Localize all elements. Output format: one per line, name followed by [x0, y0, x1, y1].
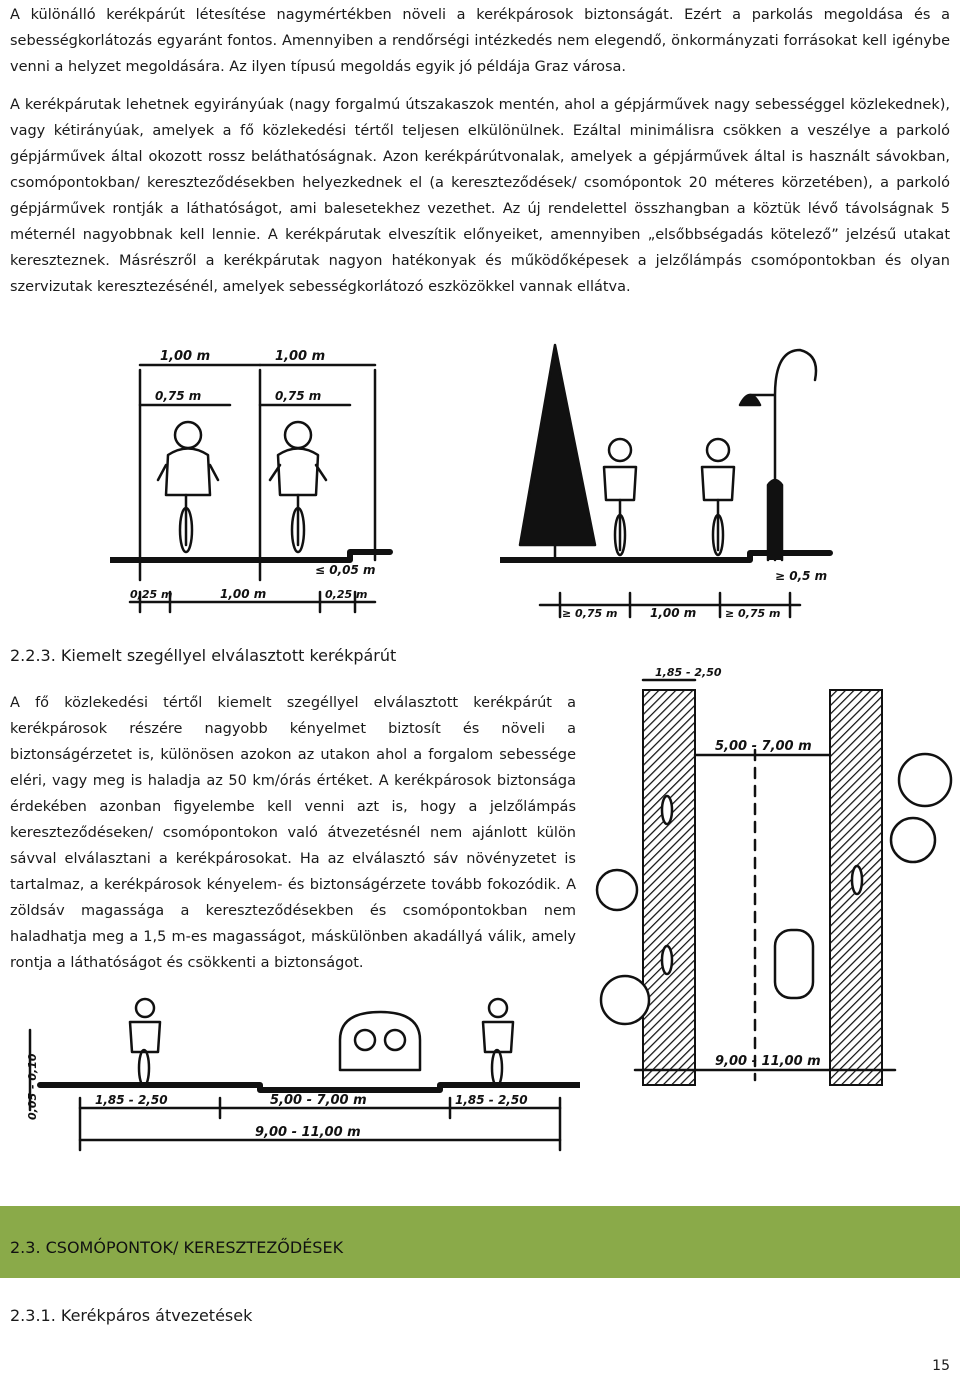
dim-lane-left: 0,75 m	[155, 389, 202, 403]
dim-verge: ≥ 0,5 m	[775, 569, 828, 583]
section-heading-2-2-3: 2.2.3. Kiemelt szegéllyel elválasztott kerékpárút	[10, 646, 397, 665]
section-band	[0, 1206, 960, 1278]
dim-bottom-mid: 1,00 m	[220, 587, 267, 601]
section-dim-mid: 5,00 - 7,00 m	[270, 1093, 367, 1108]
section-dim-left: 1,85 - 2,50	[95, 1093, 168, 1107]
plan-dim-mid: 5,00 - 7,00 m	[715, 739, 812, 754]
dim-bottom-left: 0,25 m	[130, 588, 173, 601]
dim-b-left: ≥ 0,75 m	[562, 607, 618, 620]
section-dim-total: 9,00 - 11,00 m	[255, 1125, 361, 1140]
bike-lane-types-paragraph: A kerékpárutak lehetnek egyirányúak (nagy forgalmú útszakaszok mentén, ahol a gépjárművek nagy sebességgel közlekednek), vagy kétirányúak, amelyek a fő közlekedési tértől teljesen elkülönülnek. Ezáltal minimálisra csökken a veszélye a parkoló gépjárművek által okozott rossz beláthatóságnak. Azon kerékpárútvonalak, amelyek a gépjárművek által is használt sávokban, csomópontokban/ kereszteződésekben helyezkednek el (a kereszteződések/ csomópontok 20 méteres körzetében), a parkoló gépjárművek rontják a láthatóságot, ami balesetekhez vezethet. Az új rendelettel összhangban a köztük lévő távolságnak 5 méternél nagyobbnak kell lennie. A kerékpárutak elveszítik előnyeiket, amennyiben „elsőbbségadás kötelező” jelzésű utakat kereszteznek. Másrészről a kerékpárutak nagyon hatékonyak és működőképesek a jelzőlámpás csomópontokban és olyan szervizutak keresztezésénél, amelyek sebességkorlátozó eszközökkel vannak ellátva.	[10, 97, 950, 295]
sketch-one-way-lanes	[110, 330, 400, 630]
dim-curb: ≤ 0,05 m	[315, 563, 376, 577]
page-number: 15	[932, 1358, 950, 1374]
section-heading-2-3-1: 2.3.1. Kerékpáros átvezetések	[10, 1306, 253, 1325]
dim-b-right: ≥ 0,75 m	[725, 607, 781, 620]
dim-b-mid: 1,00 m	[650, 606, 697, 620]
sketch-two-way-path	[500, 335, 840, 635]
section-dim-right: 1,85 - 2,50	[455, 1093, 528, 1107]
sketch-cross-section	[20, 990, 580, 1160]
dim-top-right: 1,00 m	[275, 349, 326, 364]
plan-dim-bottom: 9,00 - 11,00 m	[715, 1054, 821, 1069]
section-heading-2-3: 2.3. CSOMÓPONTOK/ KERESZTEZŐDÉSEK	[10, 1238, 344, 1257]
section-dim-height: 0,05 - 0,10	[26, 1053, 39, 1120]
plan-dim-top: 1,85 - 2,50	[655, 666, 722, 679]
sketch-plan-view	[595, 660, 955, 1110]
dim-top-left: 1,00 m	[160, 349, 211, 364]
intro-paragraph: A különálló kerékpárút létesítése nagymértékben növeli a kerékpárosok biztonságát. Ezért a parkolás megoldása és a sebességkorlátozás egyaránt fontos. Amennyiben a rendőrségi intézkedés nem elegendő, önkormányzati forrásokat kell igénybe venni a helyzet megoldására. Az ilyen típusú megoldás egyik jó példája Graz városa.	[10, 7, 950, 75]
dim-bottom-right: 0,25 m	[325, 588, 368, 601]
dim-lane-right: 0,75 m	[275, 389, 322, 403]
raised-curb-paragraph: A fő közlekedési tértől kiemelt szegéllyel elválasztott kerékpárút a kerékpárosok részére nagyobb kényelmet biztosít és növeli a biztonságérzetet is, különösen azokon az utakon ahol a forgalom sebessége eléri, vagy meg is haladja az 50 km/órás értéket. A kerékpárosok biztonsága érdekében azonban figyelembe kell venni azt is, hogy a jelzőlámpás kereszteződéseken/ csomópontokon való átvezetésnél nem ajánlott külön sávval elválasztani a kerékpárosokat. Ha az elválasztó sáv növényzetet is tartalmaz, a kerékpárosok kényelem- és biztonságérzete tovább fokozódik. A zöldsáv magassága a kereszteződésekben és csomópontokban nem haladhatja meg a 1,5 m-es magasságot, máskülönben akadállyá válik, amely rontja a láthatóságot és csökkenti a biztonságot.	[10, 695, 576, 971]
